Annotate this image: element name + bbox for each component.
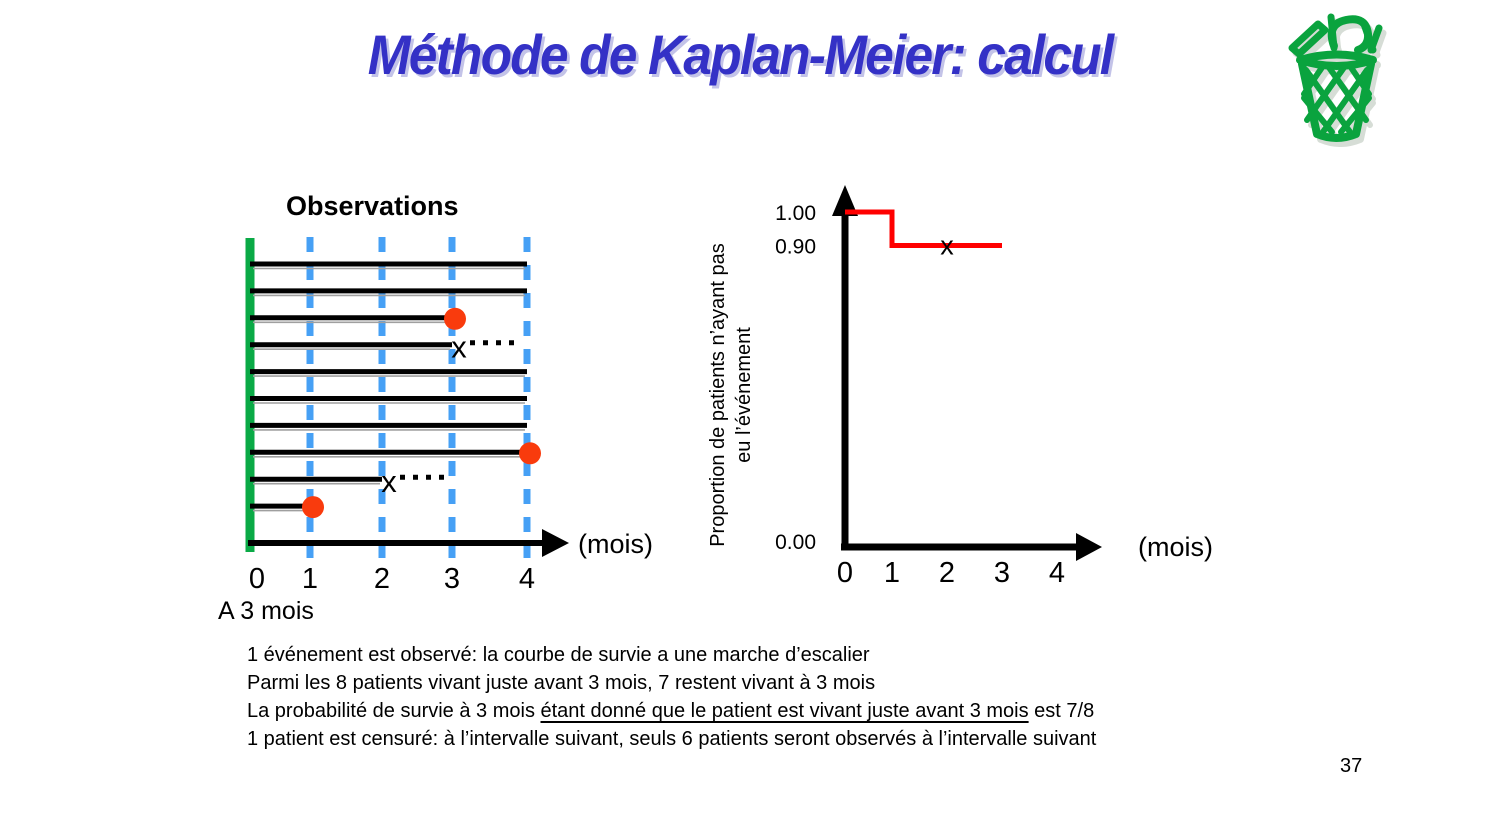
patient-row-3	[250, 308, 466, 330]
x-tick-3: 3	[993, 557, 1011, 589]
x-tick-1: 1	[883, 557, 901, 589]
censor-x-icon: x	[381, 464, 397, 500]
survival-step-curve	[845, 212, 1002, 246]
y-tick-1.00: 1.00	[775, 202, 816, 225]
patient-row-2	[250, 291, 527, 296]
y-tick-0.00: 0.00	[775, 531, 816, 554]
x-tick-1: 1	[301, 563, 319, 595]
x-axis-unit-label: (mois)	[578, 529, 653, 559]
x-axis-unit-label: (mois)	[1138, 532, 1213, 562]
censor-x-icon: x	[451, 329, 467, 365]
notes-heading: A 3 mois	[218, 597, 314, 625]
note-line-3	[247, 697, 1398, 725]
event-dot-icon	[302, 496, 324, 518]
x-axis-arrowhead	[542, 529, 569, 557]
note-line-2: Parmi les 8 patients vivant juste avant 3 mois, 7 restent vivant à 3 mois	[247, 672, 876, 694]
slide-title: Méthode de Kaplan-Meier: calcul	[367, 23, 1113, 86]
page-number: 37	[1340, 755, 1363, 777]
km-curve-chart	[690, 180, 1260, 610]
observations-plot	[200, 185, 700, 615]
patient-row-4	[250, 330, 522, 365]
patient-row-5	[250, 372, 527, 377]
note-line-4: 1 patient est censuré: à l’intervalle suivant, seuls 6 patients seront observés à l’intervalle suivant	[247, 728, 1097, 750]
event-dot-icon	[519, 442, 541, 464]
x-tick-4: 4	[518, 563, 536, 595]
observations-chart-title: Observations	[286, 191, 459, 221]
patient-row-1	[250, 264, 527, 269]
note-line-3-suffix: est 7/8	[1028, 700, 1095, 722]
note-line-3-prefix: La probabilité de survie à 3 mois	[247, 700, 541, 722]
patient-row-8	[250, 442, 541, 464]
patient-row-10	[250, 496, 324, 518]
note-line-3-underlined: étant donné que le patient est vivant juste avant 3 mois	[540, 700, 1029, 722]
note-line-1: 1 événement est observé: la courbe de survie a une marche d’escalier	[247, 644, 870, 666]
y-tick-0.90: 0.90	[775, 235, 816, 259]
km-y-axis-label	[705, 175, 761, 615]
km-plot	[690, 180, 1260, 610]
wastebasket-svg	[1276, 8, 1398, 150]
patient-row-7	[250, 425, 527, 430]
x-axis-arrowhead	[1076, 533, 1102, 561]
km-y-axis-label-line1: Proportion de patients n’ayant pas	[707, 243, 729, 547]
x-tick-3: 3	[443, 563, 461, 595]
km-y-axis-label-line2: eu l’événement	[733, 327, 755, 463]
x-tick-2: 2	[938, 557, 956, 589]
wastebasket-icon	[1276, 8, 1398, 150]
observations-chart	[200, 185, 700, 615]
x-tick-0: 0	[248, 563, 266, 595]
x-tick-2: 2	[373, 563, 391, 595]
notes-block	[218, 597, 1398, 753]
patient-row-6	[250, 399, 527, 404]
x-tick-4: 4	[1048, 557, 1066, 589]
patient-row-9	[250, 464, 452, 499]
censor-x-icon: x	[940, 230, 954, 261]
event-dot-icon	[444, 308, 466, 330]
x-tick-0: 0	[836, 557, 854, 589]
